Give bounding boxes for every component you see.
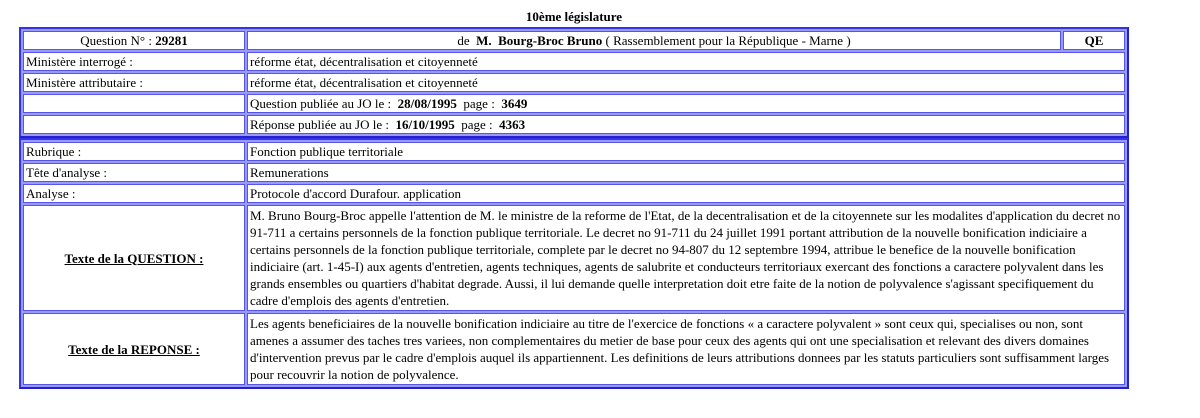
question-record	[19, 27, 1129, 389]
publication-question-prefix: Question publiée au JO le :	[250, 96, 392, 111]
publication-reponse-page-label: page :	[461, 117, 493, 132]
publication-question-page: 3649	[501, 96, 528, 111]
publication-reponse-date: 16/10/1995	[395, 117, 455, 132]
texte-question-value: M. Bruno Bourg-Broc appelle l'attention de M. le ministre de la reforme de l'Etat, de la decentralisation et de la citoyennete sur les modalites d'application du decret no 91-711 a certains personnels de la fonction publique territoriale. Le decret no 91-711 du 24 juillet 1991 portant attribution de la nouvelle bonification indiciaire a certains personnels de la fonction publique territoriale, complete par le decret no 94-807 du 12 septembre 1994, attribue le benefice de la nouvelle bonification indiciaire (art. 1-45-I) aux agents d'entretien, agents techniques, agents de salubrite et conducteurs territoriaux exercant des fonctions a caractere polyvalent dans les grands ensembles ou quartiers d'habitat degrade. Aussi, il lui demande quelle interpretation doit etre faite de la notion de polyvalence s'agissant specifiquement du cadre d'emplois des agents d'entretien.	[247, 205, 1125, 311]
question-number-label: Question N° :	[80, 33, 152, 48]
publication-question-date: 28/08/1995	[397, 96, 457, 111]
ministere-interroge-value: réforme état, décentralisation et citoyenneté	[247, 52, 1125, 71]
publication-reponse-prefix: Réponse publiée au JO le :	[250, 117, 389, 132]
rubrique-row	[23, 142, 1125, 161]
publication-question-value	[247, 94, 1125, 113]
texte-question-label: Texte de la QUESTION :	[23, 205, 245, 311]
question-header-table	[19, 27, 1129, 138]
author-group: ( Rassemblement pour la République - Marne )	[605, 33, 851, 48]
empty-cell	[23, 94, 245, 113]
publication-reponse-row	[23, 115, 1125, 134]
ministere-interroge-label: Ministère interrogé :	[23, 52, 245, 71]
publication-question-page-label: page :	[463, 96, 495, 111]
de-label: de	[457, 33, 470, 48]
rubrique-label: Rubrique :	[23, 142, 245, 161]
texte-question-row	[23, 205, 1125, 311]
ministere-attributaire-label: Ministère attributaire :	[23, 73, 245, 92]
author-cell	[247, 31, 1061, 50]
publication-reponse-page: 4363	[499, 117, 526, 132]
texte-reponse-row	[23, 313, 1125, 385]
question-number: 29281	[155, 33, 188, 48]
empty-cell	[23, 115, 245, 134]
ministere-interroge-row	[23, 52, 1125, 71]
tete-analyse-value: Remunerations	[247, 163, 1125, 182]
analyse-row	[23, 184, 1125, 203]
publication-question-row	[23, 94, 1125, 113]
question-type: QE	[1063, 31, 1125, 50]
texte-reponse-value: Les agents beneficiaires de la nouvelle bonification indiciaire au titre de l'exercice de fonctions « a caractere polyvalent » sont ceux qui, specialises ou non, sont amenes a assumer des taches tres variees, non complementaires du metier de base pour ceux des agents qui ont une specialisation et relevant des divers domaines d'intervention prevus par le cadre d'emplois auquel ils appartiennent. Les definitions de leurs attributions donnees par les statuts particuliers sont suffisamment larges pour recouvrir la notion de polyvalence.	[247, 313, 1125, 385]
publication-reponse-value	[247, 115, 1125, 134]
question-number-cell	[23, 31, 245, 50]
texte-reponse-label: Texte de la REPONSE :	[23, 313, 245, 385]
author-name: Bourg-Broc Bruno	[498, 33, 603, 48]
tete-analyse-label: Tête d'analyse :	[23, 163, 245, 182]
analyse-value: Protocole d'accord Durafour. application	[247, 184, 1125, 203]
question-content-table	[19, 138, 1129, 389]
header-row	[23, 31, 1125, 50]
author-civility: M.	[476, 33, 492, 48]
analyse-label: Analyse :	[23, 184, 245, 203]
tete-analyse-row	[23, 163, 1125, 182]
ministere-attributaire-value: réforme état, décentralisation et citoyenneté	[247, 73, 1125, 92]
rubrique-value: Fonction publique territoriale	[247, 142, 1125, 161]
ministere-attributaire-row	[23, 73, 1125, 92]
legislature-title: 10ème législature	[525, 9, 623, 24]
